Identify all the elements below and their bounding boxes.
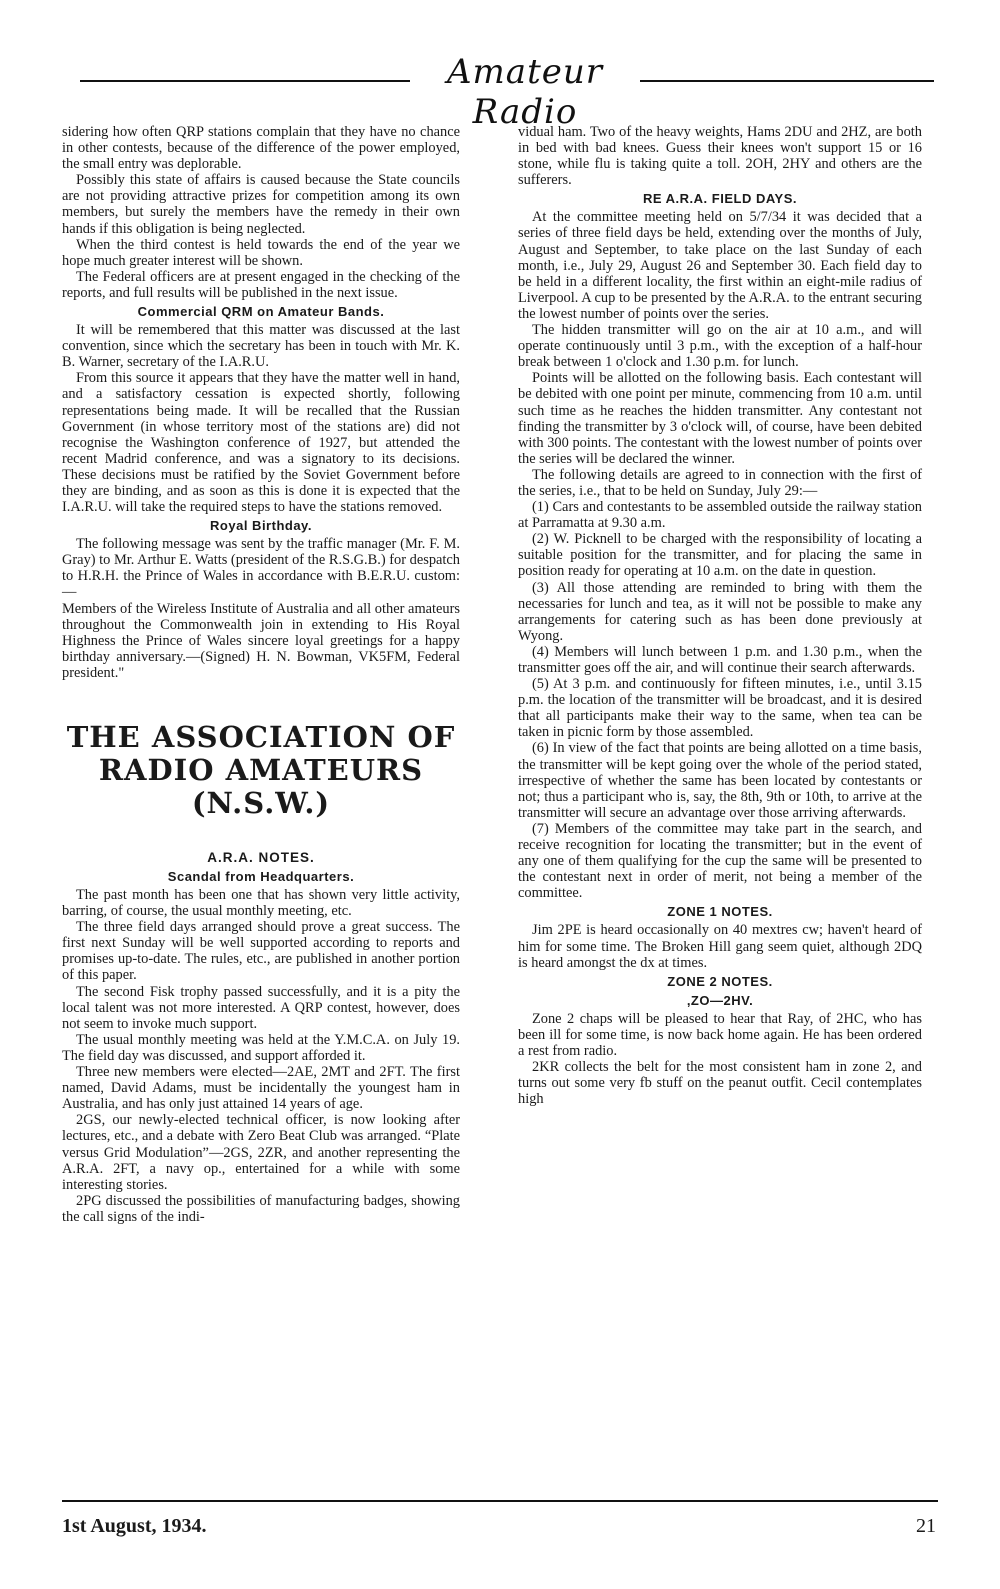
rule-item: (7) Members of the committee may take part in the search, and receive recognition for locating the transmitter; but in the event of any one of them qualifying for the cup the same will be presented to the contestant next in order of merit, not being a member of the committee.: [518, 820, 922, 902]
left-column: [62, 124, 460, 1225]
paragraph: Three new members were elected—2AE, 2MT and 2FT. The first named, David Adams, must be incidentally the youngest ham in Australia, and has only just attained 14 years of age.: [62, 1064, 460, 1113]
paragraph: The following message was sent by the traffic manager (Mr. F. M. Gray) to Mr. Arthur E. Watts (president of the R.S.G.B.) for despatch to H.R.H. the Prince of Wales in accordance with B.E.R.U. custom:—: [62, 536, 460, 601]
right-column: [518, 124, 922, 1107]
section-heading-zone-2: ZONE 2 NOTES.: [667, 973, 773, 989]
paragraph: The second Fisk trophy passed successfully, and it is a pity the local talent was not more interested. A QRP contest, however, does not seem to invoke much support.: [62, 983, 460, 1032]
paragraph: It will be remembered that this matter was discussed at the last convention, since which the secretary has been in touch with Mr. K. B. Warner, secretary of the I.A.R.U.: [62, 322, 460, 371]
paragraph: At the committee meeting held on 5/7/34 it was decided that a series of three field days be held, extending over the months of July, August and September, to take place on the last Sunday of each month, i.e., July 29, August 26 and September 30. Each field day to be held in a different locality, the first within an eight-mile radius of Liverpool. A cup to be presented by the A.R.A. to the entrant securing the lowest number of points over the series.: [518, 209, 922, 322]
paragraph: vidual ham. Two of the heavy weights, Hams 2DU and 2HZ, are both in bed with bad knees. Guess their knees won't support 15 or 16 stone, while flu is taking quite a toll. 2OH, 2HY and others are the sufferers.: [518, 124, 922, 189]
section-heading-ara-notes: A.R.A. NOTES.: [207, 850, 315, 865]
paragraph: Zone 2 chaps will be pleased to hear that Ray, of 2HC, who has been ill for some time, is now back home again. He has been ordered a rest from radio.: [518, 1010, 922, 1059]
paragraph: The Federal officers are at present engaged in the checking of the reports, and full results will be published in the next issue.: [62, 268, 460, 301]
section-heading-zone-1: ZONE 1 NOTES.: [667, 904, 773, 920]
paragraph: sidering how often QRP stations complain that they have no chance in other contests, because of the difference of the power employed, the small entry was deplorable.: [62, 124, 460, 173]
footer-rule: [62, 1500, 938, 1502]
paragraph: The following details are agreed to in connection with the first of the series, i.e., that to be held on Sunday, July 29:—: [518, 466, 922, 499]
masthead-rule-right: [640, 80, 934, 82]
paragraph: When the third contest is held towards the end of the year we hope much greater interest will be shown.: [62, 236, 460, 269]
paragraph: The past month has been one that has shown very little activity, barring, of course, the usual monthly meeting, etc.: [62, 887, 460, 920]
association-headline-line: (N.S.W.): [191, 786, 331, 820]
paragraph: The hidden transmitter will go on the air at 10 a.m., and will operate continuously until 3 p.m., with the exception of a half-hour break between 1 o'clock and 1.30 p.m. for lunch.: [518, 322, 922, 371]
masthead: [58, 52, 938, 132]
paragraph: 2KR collects the belt for the most consistent ham in zone 2, and turns out some very fb stuff on the peanut outfit. Cecil contemplates high: [518, 1058, 922, 1108]
issue-date: 1st August, 1934.: [62, 1515, 207, 1537]
rule-item: (6) In view of the fact that points are being allotted on a time basis, the transmitter will be kept going over the whole of the period stated, irrespective of whether the same has been located by contestants or not; thus a participant who is, say, the 8th, 9th or 10th, to arrive at the transmitter will secure an advantage over those arriving afterwards.: [518, 740, 922, 821]
quoted-message: Members of the Wireless Institute of Australia and all other amateurs throughout the Commonwealth join in extending to His Royal Highness the Prince of Wales sincere loyal greetings for a happy birthday anniversary.—(Signed) H. N. Bowman, VK5FM, Federal president.": [62, 600, 460, 681]
section-heading-royal-birthday: Royal Birthday.: [210, 518, 312, 534]
rule-item: (1) Cars and contestants to be assembled outside the railway station at Parramatta at 9.30 a.m.: [518, 499, 922, 532]
paragraph: Possibly this state of affairs is caused because the State councils are not providing attractive prizes for competition among its own members, but surely the members have the remedy in their own hands if this obligation is being neglected.: [62, 172, 460, 237]
section-heading-field-days: RE A.R.A. FIELD DAYS.: [642, 191, 797, 207]
association-headline-line: THE ASSOCIATION OF: [66, 720, 456, 754]
section-heading-commercial-qrm: Commercial QRM on Amateur Bands.: [137, 304, 385, 320]
subheading-zo: ,ZO—2HV.: [686, 992, 754, 1008]
association-headline: [62, 721, 460, 820]
masthead-title: Amateur Radio: [447, 52, 603, 132]
masthead-rule-left: [80, 80, 410, 82]
paragraph: The usual monthly meeting was held at the Y.M.C.A. on July 19. The field day was discussed, and support afforded it.: [62, 1031, 460, 1064]
paragraph: Jim 2PE is heard occasionally on 40 mextres cw; haven't heard of him for some time. The Broken Hill gang seem quiet, although 2DQ is heard amongst the dx at times.: [518, 922, 922, 971]
rule-item: (5) At 3 p.m. and continuously for fifteen minutes, i.e., until 3.15 p.m. the location of the transmitter will be broadcast, and it is desired that all participants make their way to the same, when tea can be taken in picnic form by those assembled.: [518, 676, 922, 741]
paragraph: From this source it appears that they have the matter well in hand, and a satisfactory cessation is expected shortly, following representations being made. It will be recalled that the Russian Government (in whose territory most of the stations are) did not recognise the Washington conference of 1927, but attended the recent Madrid conference, and was a signatory to its decisions. These decisions must be ratified by the Soviet Government before they are binding, and as soon as this is done it is expected that the I.A.R.U. will take the required steps to have the stations removed.: [62, 370, 460, 516]
page-number: 21: [916, 1515, 936, 1537]
paragraph: 2GS, our newly-elected technical officer, is now looking after lectures, etc., and a debate with Zero Beat Club was arranged. “Plate versus Grid Modulation”—2GS, 2ZR, and another representing the A.R.A. 2FT, a navy op., entertained for a while with some interesting stories.: [62, 1112, 460, 1193]
section-heading-scandal: Scandal from Headquarters.: [167, 869, 355, 884]
rule-item: (4) Members will lunch between 1 p.m. and 1.30 p.m., when the transmitter goes off the air, and will continue their search afterwards.: [518, 643, 922, 676]
paragraph: 2PG discussed the possibilities of manufacturing badges, showing the call signs of the indi-: [62, 1192, 460, 1225]
rule-item: (3) All those attending are reminded to bring with them the necessaries for lunch and tea, as it will not be possible to make any arrangements for catering such as has been done previously at Wyong.: [518, 579, 922, 644]
paragraph: The three field days arranged should prove a great success. The first next Sunday will be well supported according to reports and promises up-to-date. The rules, etc., are published in another portion of this paper.: [62, 919, 460, 984]
rule-item: (2) W. Picknell to be charged with the responsibility of locating a suitable position for the transmitter, and for placing the same in position ready for operating at 10 a.m. on the date in question.: [518, 531, 922, 580]
paragraph: Points will be allotted on the following basis. Each contestant will be debited with one point per minute, commencing from 10 a.m. until such time as he reaches the hidden transmitter. Any contestant not finding the transmitter by 3 o'clock will, of course, have been debited with 300 points. The contestant with the lowest number of points over the series will be declared the winner.: [518, 370, 922, 467]
association-headline-line: RADIO AMATEURS: [98, 753, 424, 787]
